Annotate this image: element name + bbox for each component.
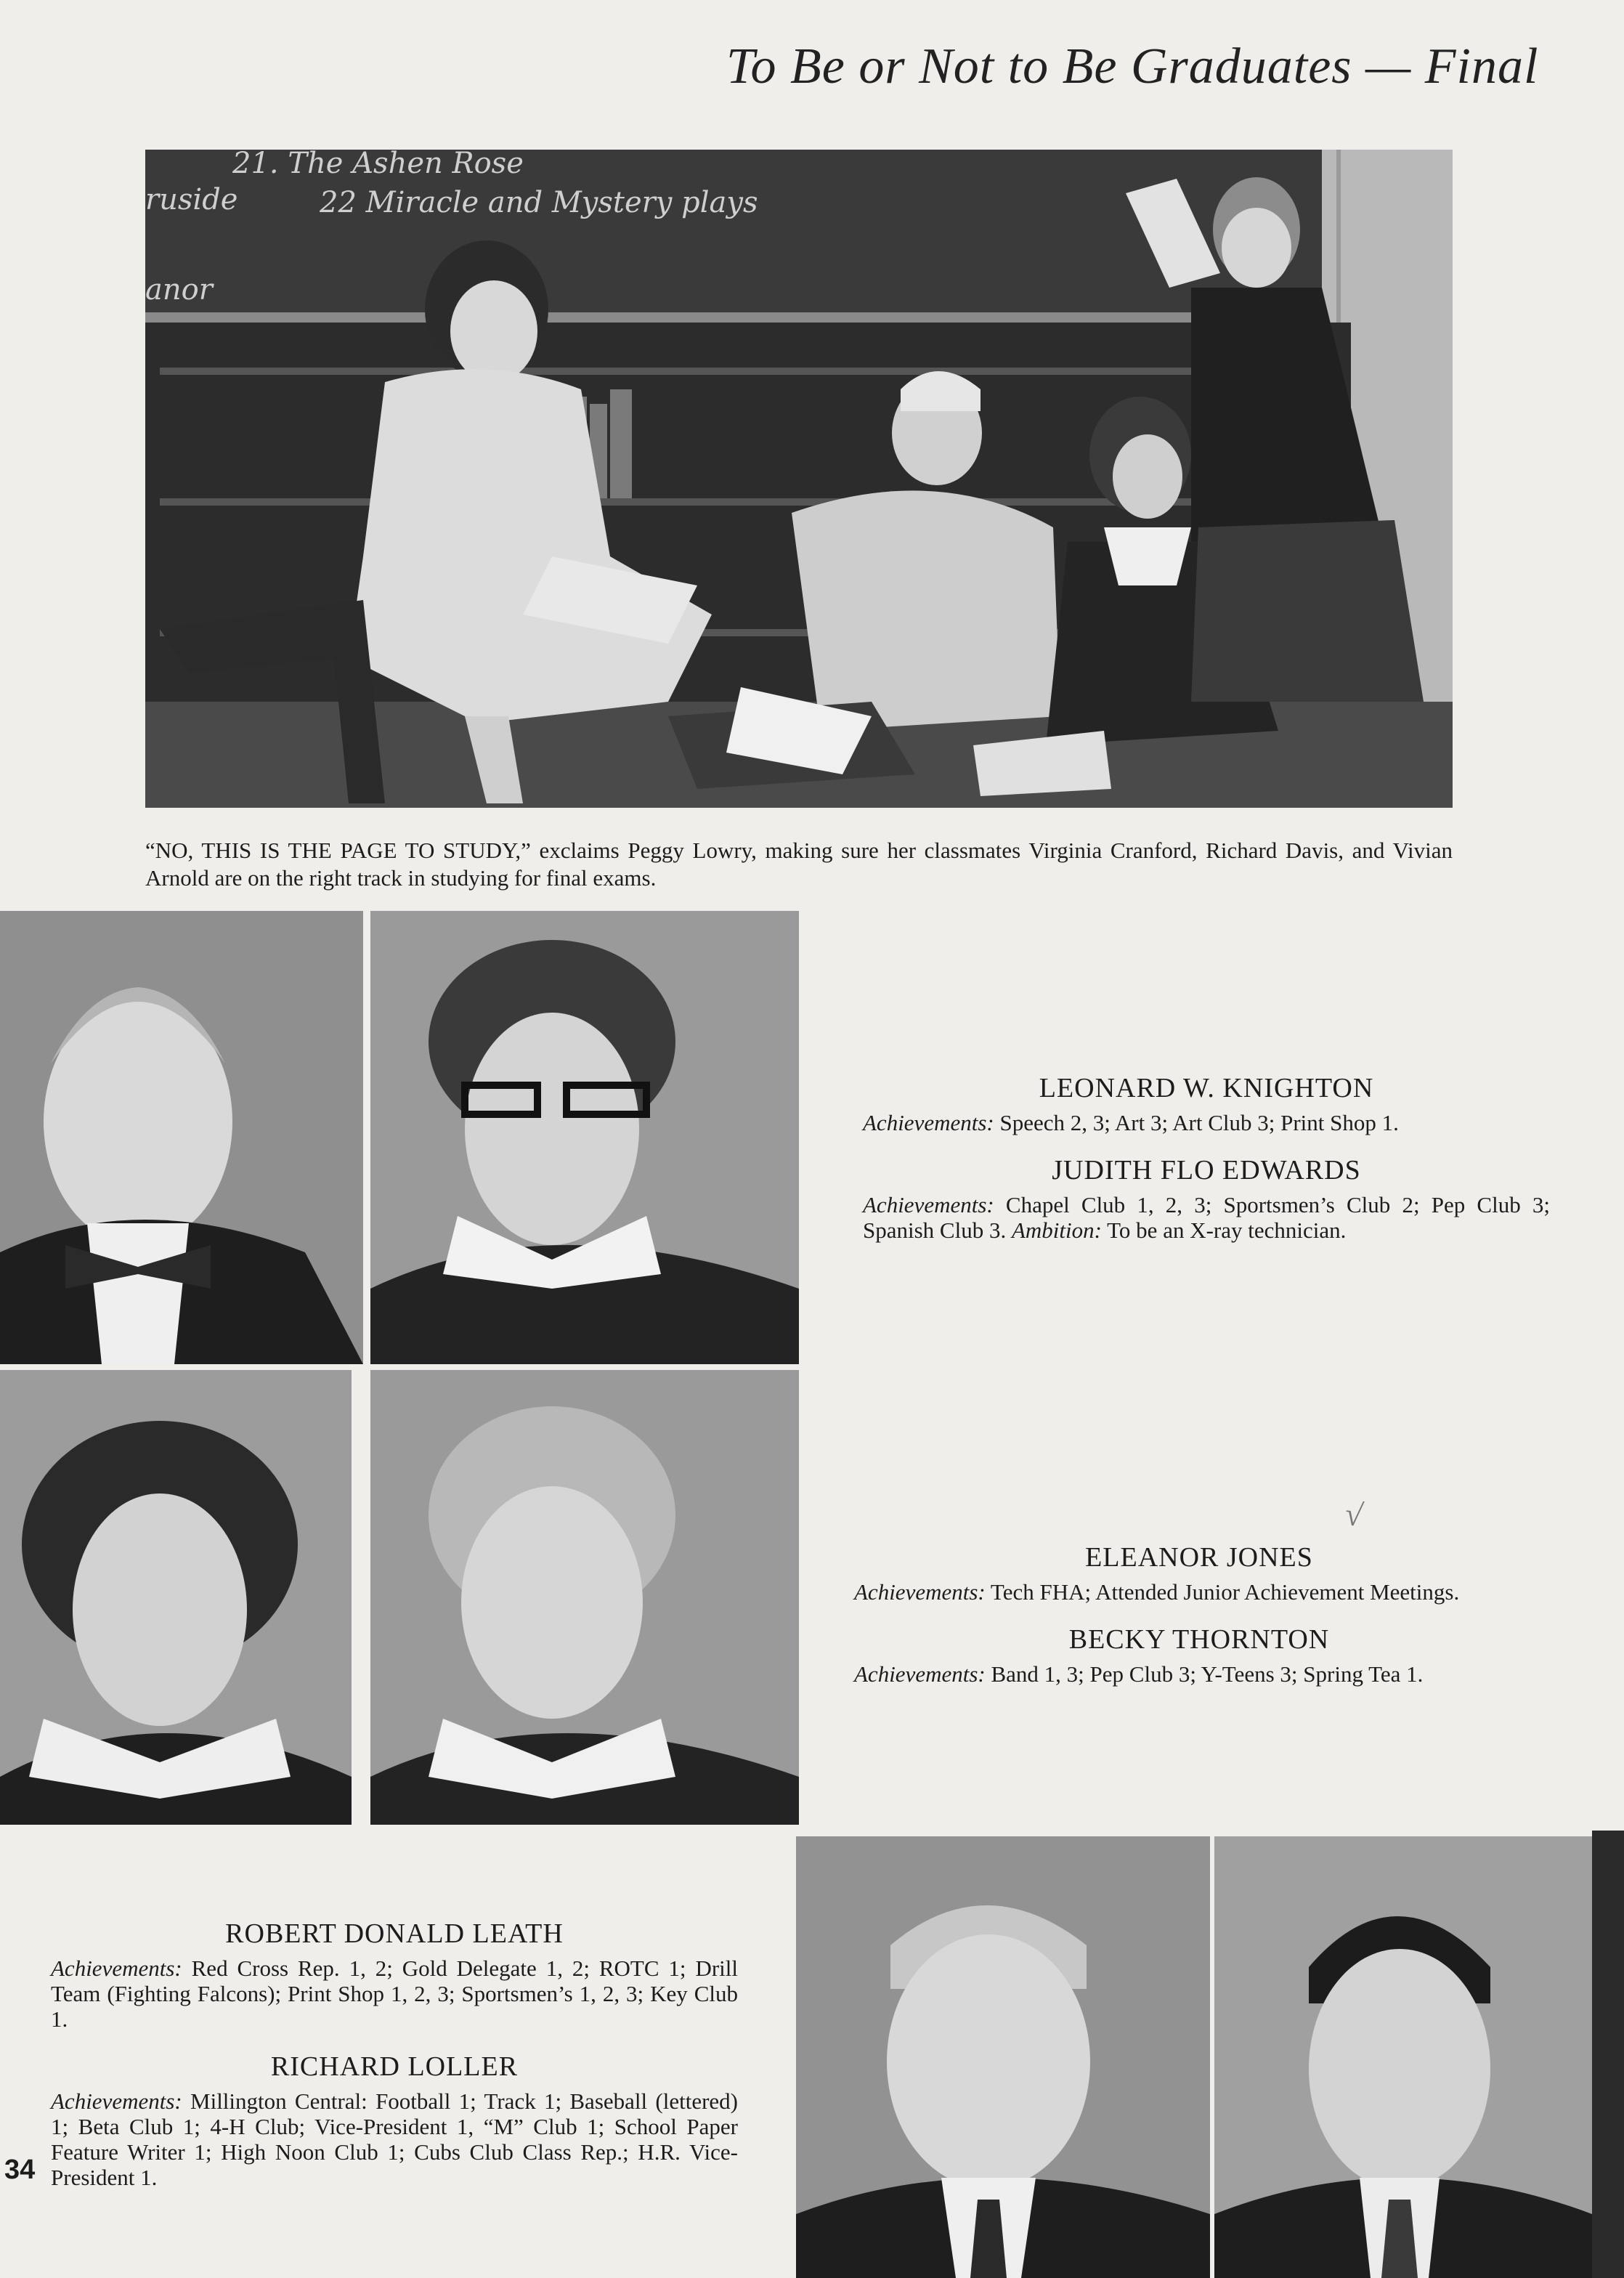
bio-label: Achievements: bbox=[854, 1661, 986, 1687]
page-edge-shadow bbox=[1592, 1831, 1624, 2278]
bio-name-robert: ROBERT DONALD LEATH bbox=[225, 1918, 564, 1949]
photo-caption: “NO, THIS IS THE PAGE TO STUDY,” exclaims Peggy Lowry, making sure her classmates Virginia Cranford, Richard Davis, and Vivian Arnold are on the right track in studying for final exams. bbox=[145, 838, 1453, 891]
bio-name-eleanor: ELEANOR JONES bbox=[1085, 1542, 1313, 1573]
portrait-eleanor-jones bbox=[0, 1370, 352, 1825]
bio-achievements-judith bbox=[863, 1192, 1550, 1243]
bio-text-ambition: To be an X-ray technician. bbox=[1101, 1217, 1347, 1243]
bio-achievements-becky bbox=[854, 1661, 1544, 1687]
chalkboard-line-1: 21. The Ashen Rose bbox=[232, 150, 524, 180]
bio-group-middle bbox=[854, 1541, 1544, 1706]
page-number: 34 bbox=[4, 2155, 36, 2185]
group-study-photo bbox=[145, 150, 1453, 808]
bio-label: Achievements: bbox=[51, 2088, 182, 2114]
bio-label: Achievements: bbox=[854, 1579, 986, 1605]
bio-text: Band 1, 3; Pep Club 3; Y-Teens 3; Spring Tea 1. bbox=[985, 1661, 1424, 1687]
portrait-richard-loller bbox=[1214, 1836, 1592, 2278]
bio-name-leonard: LEONARD W. KNIGHTON bbox=[1039, 1073, 1374, 1103]
portrait-judith-flo-edwards bbox=[370, 911, 799, 1364]
portrait-robert-donald-leath bbox=[796, 1836, 1210, 2278]
page-title: To Be or Not to Be Graduates — Final bbox=[726, 38, 1539, 94]
bio-text: Tech FHA; Attended Junior Achievement Meetings. bbox=[985, 1579, 1460, 1605]
pencil-check-mark: √ bbox=[1342, 1496, 1365, 1534]
bio-group-top bbox=[863, 1072, 1550, 1262]
bio-name-judith: JUDITH FLO EDWARDS bbox=[1052, 1155, 1361, 1185]
bio-achievements-eleanor bbox=[854, 1579, 1544, 1605]
portrait-becky-thornton bbox=[370, 1370, 799, 1825]
bio-label: Achievements: bbox=[51, 1955, 182, 1981]
bio-achievements-leonard bbox=[863, 1110, 1550, 1135]
bio-label: Achievements: bbox=[863, 1110, 994, 1135]
bio-text: Chapel Club 1, 2, 3; Sportsmen’s Club 2; Pep Club 3; Spanish Club 3. bbox=[863, 1192, 1550, 1243]
chalkboard-line-3: ruside bbox=[145, 183, 238, 216]
chalkboard-line-2: 22 Miracle and Mystery plays bbox=[320, 186, 758, 219]
bio-name-richard: RICHARD LOLLER bbox=[270, 2051, 519, 2082]
bio-achievements-robert bbox=[51, 1955, 738, 2032]
bio-text: Red Cross Rep. 1, 2; Gold Delegate 1, 2; ROTC 1; Drill Team (Fighting Falcons); Print Shop 1, 2, 3; Sportsmen’s 1, 2, 3; Key Club 1. bbox=[51, 1955, 738, 2032]
bio-name-becky: BECKY THORNTON bbox=[1068, 1624, 1330, 1655]
portrait-leonard-knighton bbox=[0, 911, 363, 1364]
bio-text: Speech 2, 3; Art 3; Art Club 3; Print Shop 1. bbox=[994, 1110, 1399, 1135]
bio-text: Millington Central: Football 1; Track 1; Baseball (lettered) 1; Beta Club 1; 4-H Club; Vice-President 1, “M” Club 1; School Paper Feature Writer 1; High Noon Club 1; Cubs Club Class Rep.; H.R. Vice-President 1. bbox=[51, 2088, 738, 2190]
bio-group-bottom bbox=[51, 1918, 738, 2209]
bio-label: Achievements: bbox=[863, 1192, 994, 1217]
bio-achievements-richard bbox=[51, 2088, 738, 2190]
bio-label-ambition: Ambition: bbox=[1011, 1217, 1102, 1243]
chalkboard-line-4: anor bbox=[145, 273, 213, 307]
